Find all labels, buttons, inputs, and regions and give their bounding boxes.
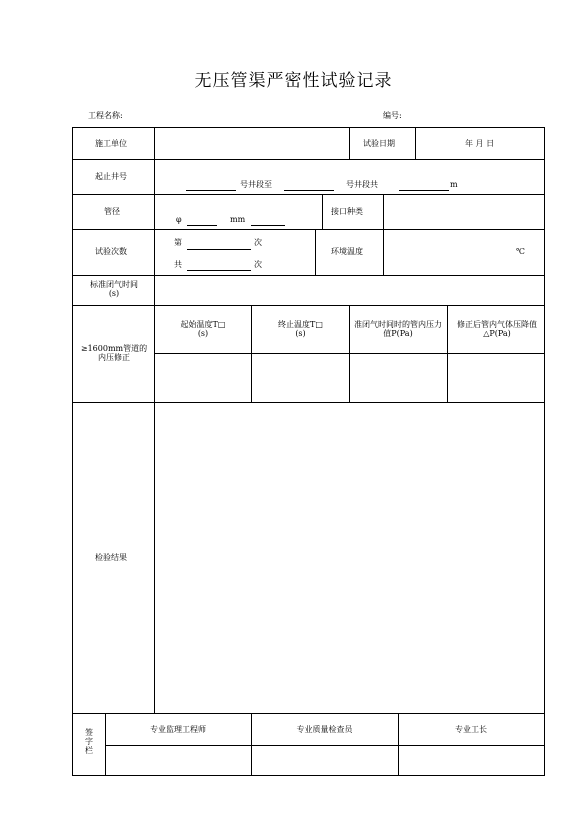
test-date-label: 试验日期 (363, 139, 395, 148)
col-start-temp: 起始温度T□ (s) (180, 320, 226, 338)
count-no-label: 第 (174, 238, 182, 247)
phi-symbol: φ (176, 215, 182, 224)
col-end-temp: 终止温度T□ (s) (278, 320, 323, 338)
well-seg-total-label: 号井段共 (346, 180, 378, 189)
start-end-well-label: 起止井号 (95, 172, 127, 181)
std-closed-time-label: 标准闭气时间 (s) (90, 280, 138, 298)
count-unit-1: 次 (254, 238, 262, 247)
construction-unit-label: 施工单位 (95, 139, 127, 148)
col-pressure: 准闭气时间时的管内压力值P(Pa) (354, 320, 442, 338)
count-total-label: 共 (174, 260, 182, 269)
pipe-diameter-label: 管径 (104, 207, 120, 216)
inspection-result-label: 检验结果 (95, 553, 127, 562)
date-placeholder: 年 月 日 (465, 139, 495, 148)
serial-no-label: 编号: (383, 111, 402, 120)
count-unit-2: 次 (254, 260, 262, 269)
test-count-label: 试验次数 (95, 247, 127, 256)
well-seg-to-label: 号井段至 (240, 180, 272, 189)
unit-celsius: ℃ (516, 247, 525, 256)
sig-quality-label: 专业质量检查员 (296, 725, 353, 734)
page-title: 无压管渠严密性试验记录 (194, 71, 393, 91)
signature-label: 签字栏 (85, 728, 93, 755)
record-table (72, 127, 545, 776)
sig-foreman-label: 专业工长 (455, 725, 487, 734)
project-name-label: 工程名称: (88, 111, 123, 120)
env-temp-label: 环境温度 (331, 247, 363, 256)
unit-mm: mm (230, 215, 246, 224)
large-pipe-label: ≥1600mm管道的内压修正 (80, 344, 148, 362)
unit-m: m (450, 180, 458, 189)
sig-supervisor-label: 专业监理工程师 (150, 725, 206, 734)
joint-type-label: 接口种类 (331, 207, 363, 216)
col-corrected: 修正后管内气体压降值△P(Pa) (457, 320, 537, 338)
